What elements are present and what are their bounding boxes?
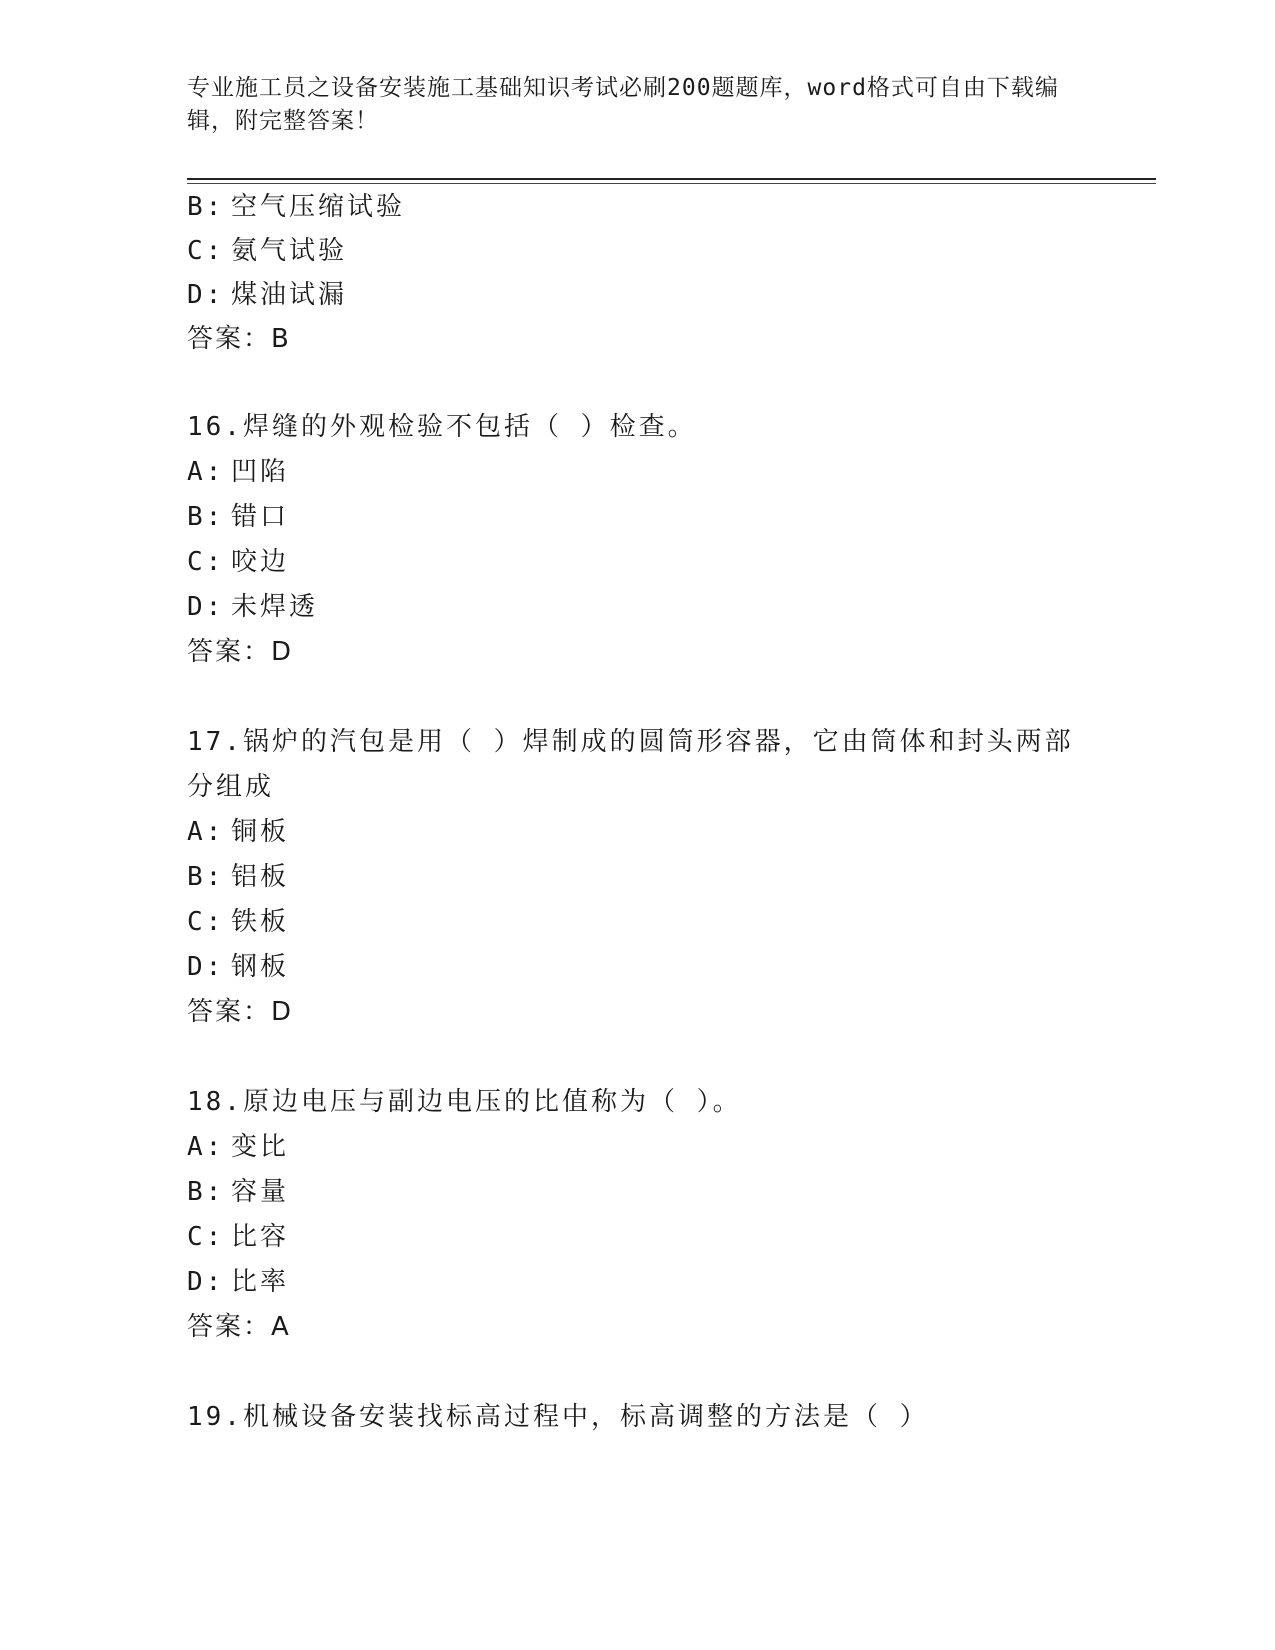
option-row bbox=[187, 950, 289, 984]
option-row bbox=[187, 455, 289, 489]
question-line-continued: 分组成 bbox=[187, 772, 275, 802]
option-row bbox=[187, 500, 289, 534]
option-label: D: bbox=[187, 592, 225, 622]
option-text: 咬边 bbox=[231, 547, 290, 577]
option-text: 变比 bbox=[231, 1132, 290, 1162]
option-label: A: bbox=[187, 457, 225, 487]
answer-line: 答案：A bbox=[187, 1312, 291, 1342]
option-row bbox=[187, 815, 289, 849]
option-row bbox=[187, 1130, 289, 1164]
option-label: A: bbox=[187, 1132, 225, 1162]
option-text: 错口 bbox=[231, 502, 290, 532]
option-label: C: bbox=[187, 547, 225, 577]
header-divider-thin bbox=[187, 183, 1156, 184]
option-row bbox=[187, 278, 347, 312]
option-row bbox=[187, 190, 405, 224]
option-text: 未焊透 bbox=[231, 592, 319, 622]
option-label: B: bbox=[187, 1177, 225, 1207]
answer-line: 答案：B bbox=[187, 324, 291, 354]
option-row bbox=[187, 1265, 289, 1299]
option-text: 比容 bbox=[231, 1222, 290, 1252]
option-label: D: bbox=[187, 952, 225, 982]
option-text: 钢板 bbox=[231, 952, 290, 982]
option-label: B: bbox=[187, 862, 225, 892]
option-text: 容量 bbox=[231, 1177, 290, 1207]
question-line: 19.机械设备安装找标高过程中，标高调整的方法是（ ） bbox=[187, 1402, 929, 1432]
option-label: C: bbox=[187, 907, 225, 937]
option-row bbox=[187, 234, 347, 268]
option-row bbox=[187, 1175, 289, 1209]
question-line: 16.焊缝的外观检验不包括（ ）检查。 bbox=[187, 412, 697, 442]
answer-line: 答案：D bbox=[187, 997, 294, 1027]
option-text: 空气压缩试验 bbox=[231, 192, 406, 222]
option-label: B: bbox=[187, 192, 225, 222]
option-text: 铝板 bbox=[231, 862, 290, 892]
question-line: 18.原边电压与副边电压的比值称为（ ）。 bbox=[187, 1087, 742, 1117]
question-line: 17.锅炉的汽包是用（ ）焊制成的圆筒形容器，它由筒体和封头两部 bbox=[187, 727, 1074, 757]
document-header: 专业施工员之设备安装施工基础知识考试必刷200题题库，word格式可自由下载编辑，附完整答案！ bbox=[187, 75, 1059, 134]
option-row bbox=[187, 1220, 289, 1254]
option-row bbox=[187, 590, 318, 624]
option-label: C: bbox=[187, 236, 225, 266]
option-text: 凹陷 bbox=[231, 457, 290, 487]
option-row bbox=[187, 545, 289, 579]
option-label: C: bbox=[187, 1222, 225, 1252]
option-text: 比率 bbox=[231, 1267, 290, 1297]
option-text: 氨气试验 bbox=[231, 236, 348, 266]
option-text: 铜板 bbox=[231, 817, 290, 847]
option-label: A: bbox=[187, 817, 225, 847]
answer-line: 答案：D bbox=[187, 637, 294, 667]
option-row bbox=[187, 860, 289, 894]
header-divider bbox=[187, 178, 1156, 180]
option-row bbox=[187, 905, 289, 939]
option-label: D: bbox=[187, 280, 225, 310]
option-text: 铁板 bbox=[231, 907, 290, 937]
option-label: D: bbox=[187, 1267, 225, 1297]
option-label: B: bbox=[187, 502, 225, 532]
option-text: 煤油试漏 bbox=[231, 280, 348, 310]
